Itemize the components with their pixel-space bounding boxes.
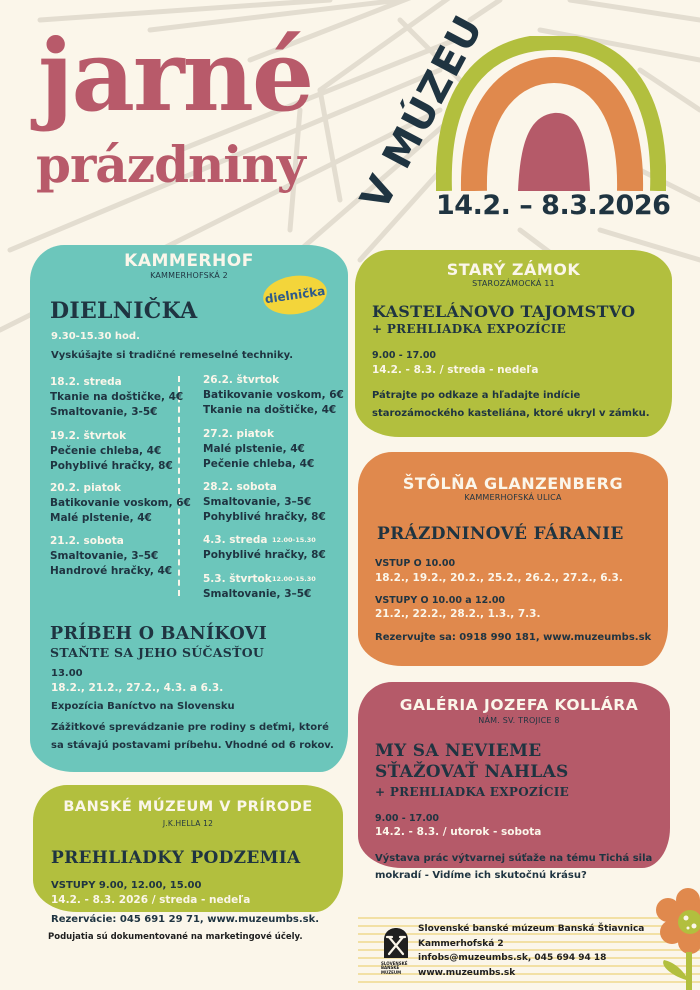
galeria-hours: 9.00 - 17.00 [375, 813, 440, 824]
museum-logo-icon [382, 928, 410, 958]
day-label: 5.3. štvrtok [203, 573, 272, 585]
place-name: ŠTÔLŇA GLANZENBERG [402, 474, 624, 493]
workshop-item: Malé plstenie, 4€ [203, 443, 305, 455]
galeria-title-2: SŤAŽOVAŤ NAHLAS [375, 762, 569, 782]
pribeh-desc-2: sa stávajú postavami príbehu. Vhodné od 6 rokov. [51, 740, 334, 751]
kastelan-subtitle: + PREHLIADKA EXPOZÍCIE [372, 322, 567, 336]
subtitle-v-muzeu: V MÚZEU [352, 7, 493, 218]
kastelan-desc-1: Pátrajte po odkaze a hľadajte indície [372, 390, 581, 401]
museum-address: Kammerhofská 2 [418, 938, 504, 949]
kastelan-desc-2: starozámockého kasteliána, ktoré ukryl v zámku. [372, 408, 650, 419]
day-label: 18.2. streda [50, 376, 122, 388]
galeria-dates: 14.2. - 8.3. / utorok - sobota [375, 826, 542, 838]
kastelan-hours: 9.00 - 17.00 [372, 350, 437, 361]
dielnicka-title: DIELNIČKA [50, 298, 198, 324]
title-line-1: jarné [38, 19, 313, 134]
workshop-item: Batikovanie voskom, 6€ [203, 389, 344, 401]
galeria-subtitle: + PREHLIADKA EXPOZÍCIE [375, 785, 570, 799]
column-divider [178, 376, 180, 596]
kastelan-title: KASTELÁNOVO TAJOMSTVO [372, 302, 636, 321]
museum-logo-text [381, 962, 407, 975]
place-address: STAROZÁMOCKÁ 11 [472, 279, 555, 288]
museum-contact-block [418, 922, 644, 980]
day-time: 12.00-15.30 [272, 536, 316, 544]
logo-text-line: MÚZEUM [381, 969, 402, 975]
faranie-entry2-label: VSTUPY O 10.00 a 12.00 [375, 595, 506, 606]
pribeh-time: 13.00 [51, 668, 83, 679]
place-address: KAMMERHOFSKÁ 2 [150, 271, 228, 280]
faranie-entry1-label: VSTUP O 10.00 [375, 558, 456, 569]
museum-contact[interactable]: infobs@muzeumbs.sk, 045 694 94 18 [418, 953, 607, 963]
podzemie-title: PREHLIADKY PODZEMIA [51, 848, 301, 868]
logo-text-line: BANSKÉ [381, 965, 400, 971]
pribeh-desc-1: Zážitkové sprevádzanie pre rodiny s deťmi, ktoré [51, 722, 329, 733]
place-name: STARÝ ZÁMOK [446, 260, 581, 279]
workshop-item: Pohyblivé hračky, 8€ [203, 549, 326, 561]
kastelan-dates: 14.2. - 8.3. / streda - nedeľa [372, 364, 539, 376]
dielnicka-intro: Vyskúšajte si tradičné remeselné techniky. [51, 350, 294, 361]
day-label: 21.2. sobota [50, 535, 124, 547]
marketing-note: Podujatia sú dokumentované na marketingové účely. [48, 932, 303, 942]
podzemie-dates: 14.2. - 8.3. 2026 / streda - nedeľa [51, 894, 251, 906]
workshop-item: Smaltovanie, 3–5€ [203, 496, 312, 508]
day-time: 12.00-15.30 [272, 575, 316, 583]
workshop-item: Malé plstenie, 4€ [50, 512, 152, 524]
place-name: BANSKÉ MÚZEUM V PRÍRODE [63, 799, 313, 815]
podzemie-entries: VSTUPY 9.00, 12.00, 15.00 [51, 880, 202, 891]
place-name: KAMMERHOF [124, 251, 254, 271]
workshop-item: Smaltovanie, 3-5€ [50, 406, 158, 418]
workshop-item: Pohyblivé hračky, 8€ [203, 511, 326, 523]
logo-text-line: SLOVENSKÉ [381, 961, 408, 966]
pribeh-subtitle: STAŇTE SA JEHO SÚČASŤOU [50, 645, 265, 660]
pribeh-exposition: Expozícia Baníctvo na Slovensku [51, 701, 235, 712]
day-label: 27.2. piatok [203, 428, 274, 440]
place-address: KAMMERHOFSKÁ ULICA [464, 493, 562, 502]
workshop-item: Tkanie na doštičke, 4€ [50, 391, 184, 403]
day-label: 20.2. piatok [50, 482, 121, 494]
workshop-item: Batikovanie voskom, 6€ [50, 497, 191, 509]
place-address: J.K.HELLA 12 [162, 819, 214, 828]
workshop-item: Pohyblivé hračky, 8€ [50, 460, 173, 472]
workshop-item: Smaltovanie, 3–5€ [50, 550, 159, 562]
place-name: GALÉRIA JOZEFA KOLLÁRA [399, 696, 639, 714]
workshop-item: Smaltovanie, 3–5€ [203, 588, 312, 600]
galeria-desc-2: mokradí - Vidíme ich skutočnú krásu? [375, 870, 587, 881]
day-label: 26.2. štvrtok [203, 374, 280, 386]
faranie-reservation: Rezervujte sa: 0918 990 181, www.muzeumbs.sk [375, 632, 652, 643]
title-line-2: prázdniny [36, 135, 305, 194]
flower-decoration [650, 880, 700, 990]
workshop-item: Handrové hračky, 4€ [50, 565, 173, 577]
pribeh-title: PRÍBEH O BANÍKOVI [50, 624, 268, 644]
badge-text: dielnička [263, 283, 327, 307]
day-label: 28.2. sobota [203, 481, 277, 493]
workshop-item: Pečenie chleba, 4€ [50, 445, 162, 457]
rainbow-icon [436, 36, 666, 191]
workshop-item: Pečenie chleba, 4€ [203, 458, 315, 470]
day-label: 19.2. štvrtok [50, 430, 127, 442]
podzemie-reservation: Rezervácie: 045 691 29 71, www.muzeumbs.sk. [51, 914, 320, 925]
dielnicka-hours: 9.30-15.30 hod. [51, 331, 140, 342]
workshop-item: Tkanie na doštičke, 4€ [203, 404, 337, 416]
day-label: 4.3. streda [203, 534, 268, 546]
museum-website-link[interactable]: www.muzeumbs.sk [418, 967, 516, 978]
event-dates: 14.2. – 8.3.2026 [436, 190, 671, 221]
faranie-entry2-dates: 21.2., 22.2., 28.2., 1.3., 7.3. [375, 608, 541, 620]
galeria-title-1: MY SA NEVIEME [375, 741, 542, 761]
faranie-entry1-dates: 18.2., 19.2., 20.2., 25.2., 26.2., 27.2., 6.3. [375, 572, 623, 584]
place-address: NÁM. SV. TROJICE 8 [478, 716, 560, 725]
museum-name: Slovenské banské múzeum Banská Štiavnica [418, 924, 645, 934]
pribeh-dates: 18.2., 21.2., 27.2., 4.3. a 6.3. [51, 682, 224, 694]
galeria-desc-1: Výstava prác výtvarnej súťaže na tému Tichá sila [375, 853, 653, 864]
faranie-title: PRÁZDNINOVÉ FÁRANIE [377, 524, 624, 544]
